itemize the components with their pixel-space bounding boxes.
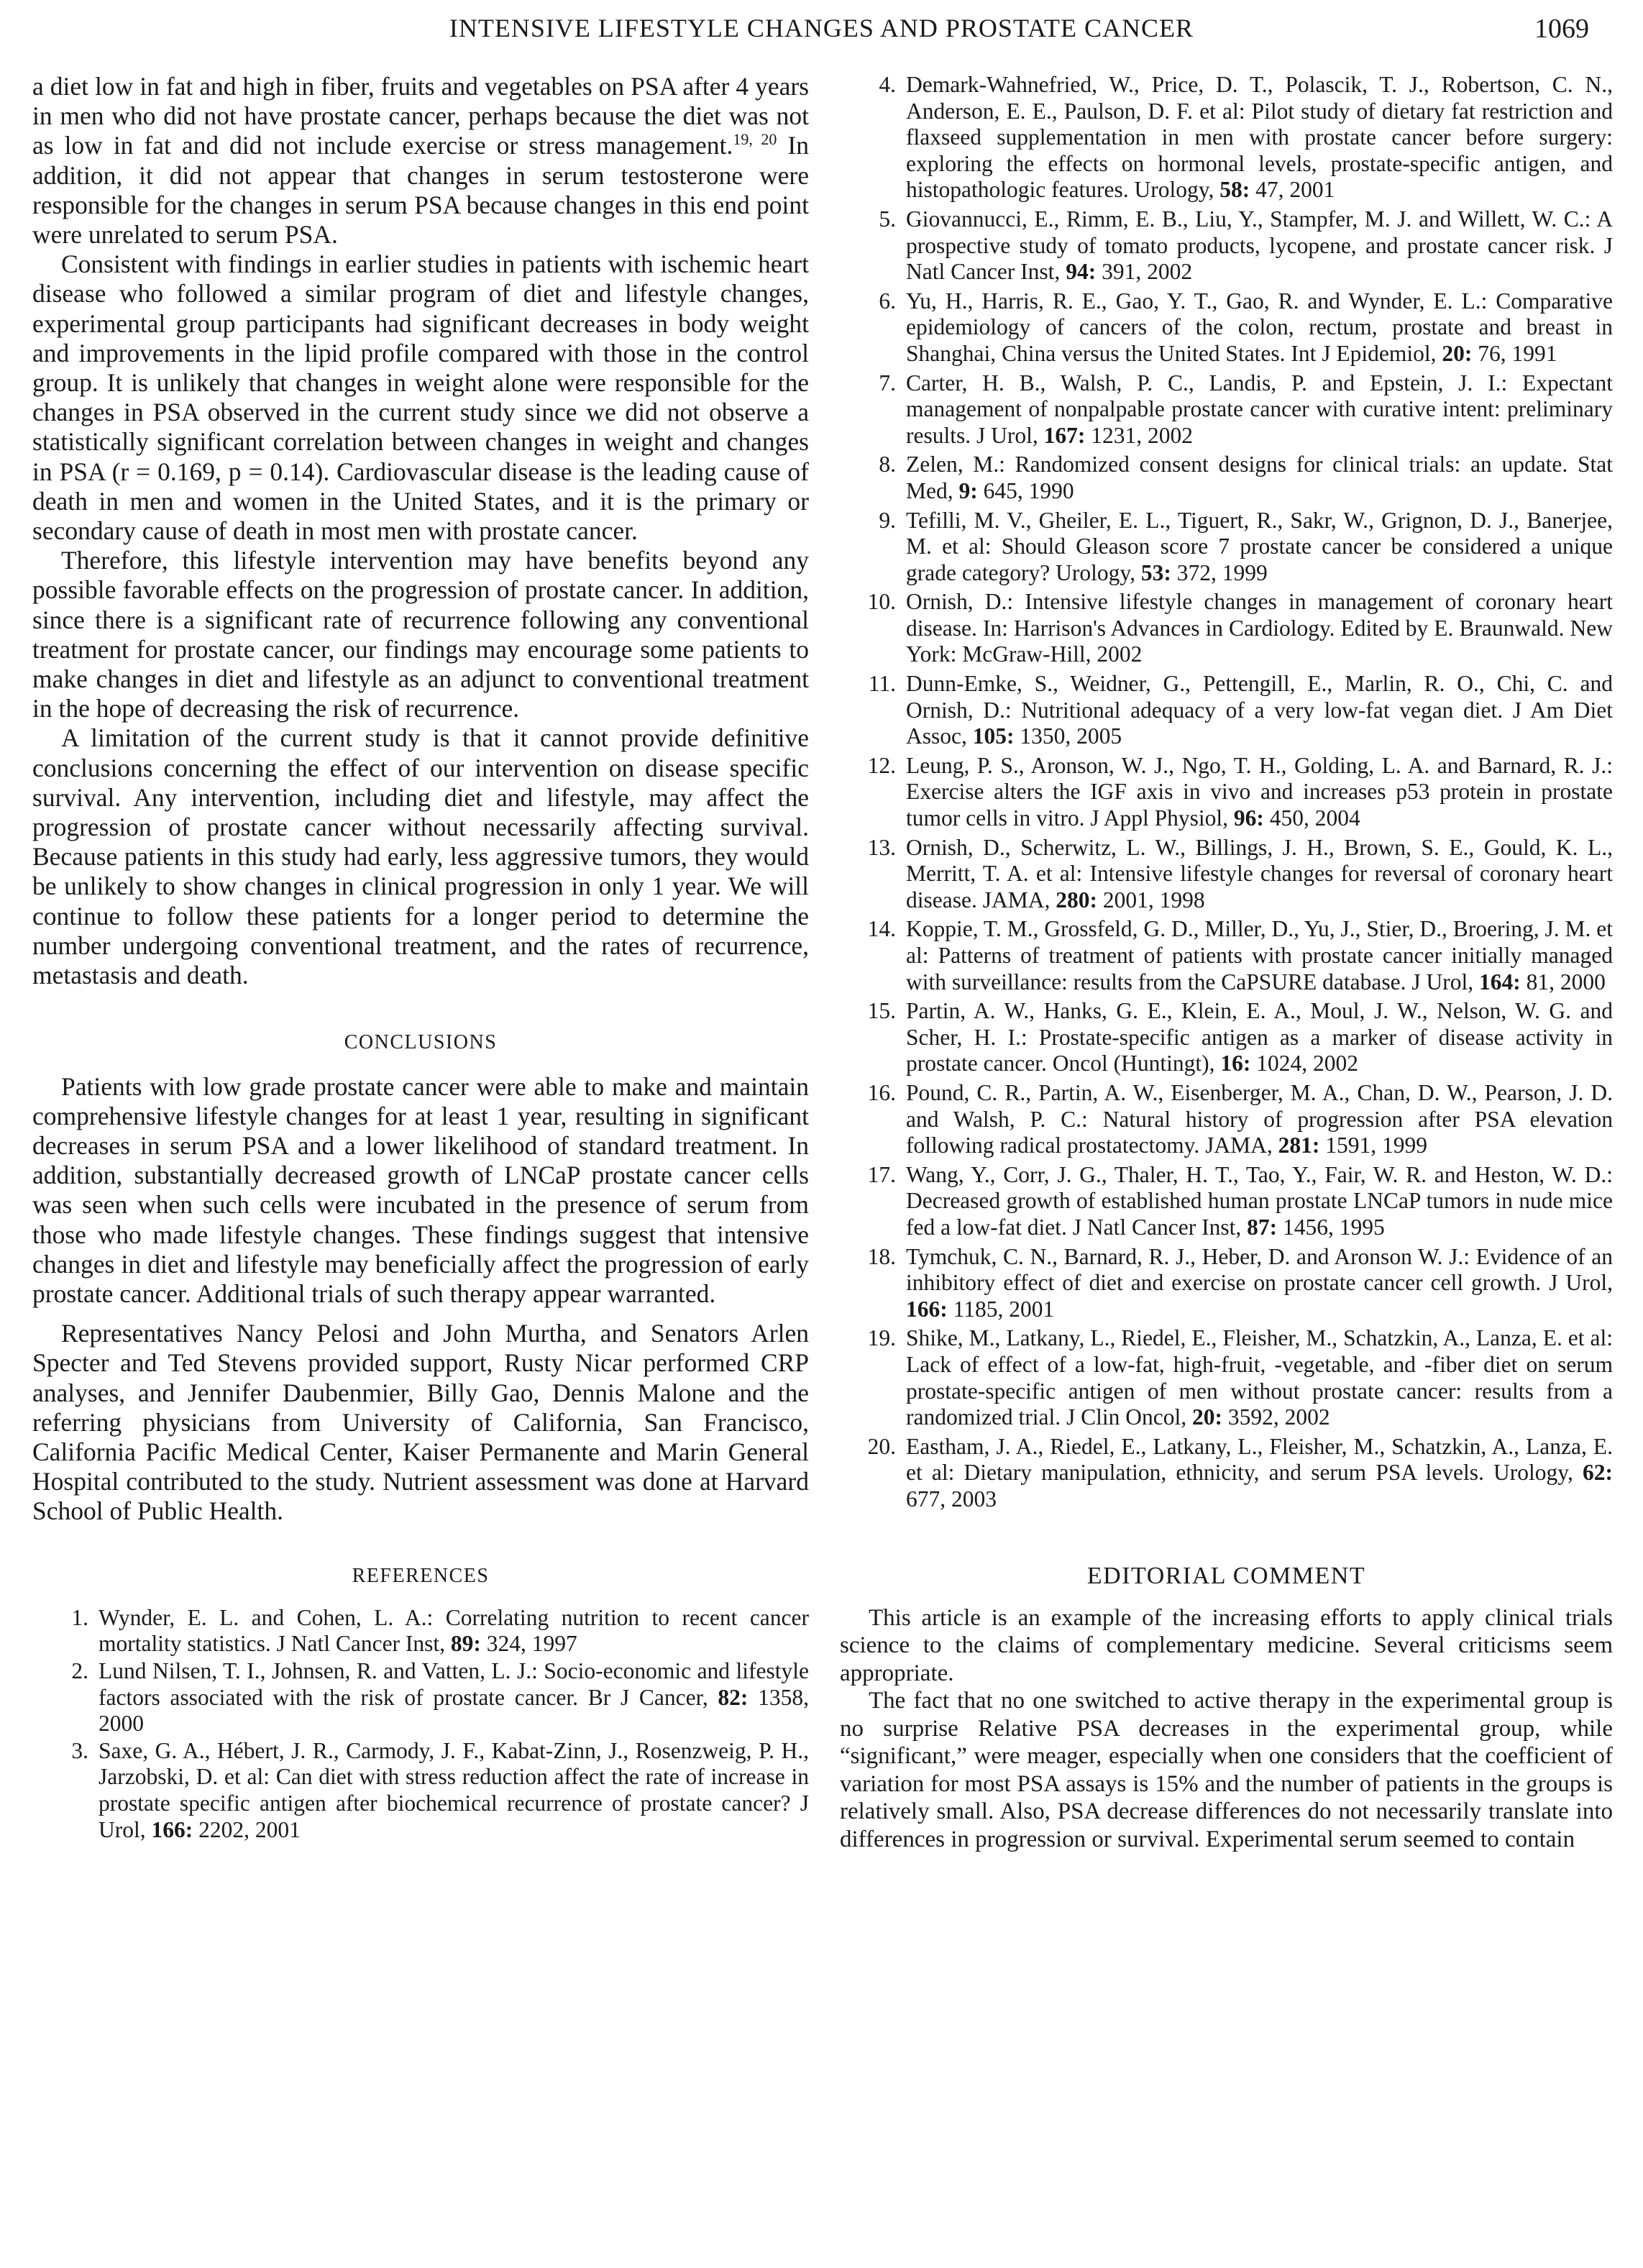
reference-item xyxy=(840,370,1613,449)
reference-volume: 53: xyxy=(1140,559,1171,585)
reference-number: 2. xyxy=(71,1657,88,1683)
page-header xyxy=(0,13,1643,56)
reference-citation: Demark-Wahnefried, W., Price, D. T., Polascik, T. J., Robertson, C. N., Anderson, E. E., Paulson, D. F. et al: Pilot study of dietary fat restriction and flaxseed supplementation in men with prostate cancer before surgery: exploring the effects on hormonal levels, prostate-specific antigen, and histopathologic features. Urology, xyxy=(906,72,1613,203)
reference-citation: Partin, A. W., Hanks, G. E., Klein, E. A., Moul, J. W., Nelson, W. G. and Scher, H. I.: Prostate-specific antigen as a marker of disease activity in prostate cancer. Oncol (Huntingt), xyxy=(906,998,1613,1076)
discussion-paragraph-2: Consistent with findings in earlier studies in patients with ischemic heart disease who followed a similar program of diet and lifestyle changes, experimental group participants had significant decreases in body weight and improvements in the lipid profile compared with those in the control group. It is unlikely that changes in weight alone were responsible for the changes in PSA observed in the current study since we did not observe a statistically significant correlation between changes in weight and changes in PSA (r = 0.169, p = 0.14). Cardiovascular disease is the leading cause of death in men and women in the United States, and it is the primary or secondary cause of death in most men with prostate cancer. xyxy=(32,250,809,546)
reference-citation: Eastham, J. A., Riedel, E., Latkany, L., Fleisher, M., Schatzkin, A., Lanza, E. et al: Dietary manipulation, ethnicity, and serum PSA levels. Urology, xyxy=(906,1433,1613,1486)
reference-item xyxy=(32,1605,809,1657)
reference-item xyxy=(32,1658,809,1737)
reference-number: 4. xyxy=(879,72,896,97)
reference-pages-year: 47, 2001 xyxy=(1250,177,1335,203)
references-list-left xyxy=(32,1605,809,1843)
reference-pages-year: 645, 1990 xyxy=(977,477,1074,503)
reference-volume: 82: xyxy=(718,1684,749,1710)
reference-pages-year: 324, 1997 xyxy=(480,1631,577,1657)
reference-text xyxy=(906,1325,1613,1430)
reference-item xyxy=(840,998,1613,1077)
reference-volume: 89: xyxy=(450,1631,481,1657)
reference-citation: Ornish, D., Scherwitz, L. W., Billings, J. H., Brown, S. E., Gould, K. L., Merritt, T. A. et al: Intensive lifestyle changes for reversal of coronary heart disease. JAMA, xyxy=(906,834,1613,913)
reference-number: 6. xyxy=(879,288,896,314)
editorial-comment-body xyxy=(840,1604,1613,1854)
reference-volume: 166: xyxy=(151,1816,193,1842)
reference-pages-year: 76, 1991 xyxy=(1472,340,1557,366)
references-list-right xyxy=(840,72,1613,1512)
reference-citation: Yu, H., Harris, R. E., Gao, Y. T., Gao, R. and Wynder, E. L.: Comparative epidemiology of cancers of the colon, rectum, prostate and breast in Shanghai, China versus the United States. Int J Epidemiol, xyxy=(906,288,1613,366)
reference-volume: 94: xyxy=(1066,259,1097,285)
reference-text xyxy=(99,1738,809,1842)
reference-number: 12. xyxy=(867,752,896,778)
reference-pages-year: 1456, 1995 xyxy=(1277,1214,1385,1240)
reference-text xyxy=(906,1162,1613,1240)
reference-item xyxy=(840,72,1613,204)
reference-text xyxy=(906,998,1613,1076)
reference-citation: Carter, H. B., Walsh, P. C., Landis, P. and Epstein, J. I.: Expectant management of nonpalpable prostate cancer with curative intent: preliminary results. J Urol, xyxy=(906,370,1613,448)
reference-pages-year: 1358, 2000 xyxy=(99,1684,809,1737)
reference-citation: Shike, M., Latkany, L., Riedel, E., Fleisher, M., Schatzkin, A., Lanza, E. et al: Lack of effect of a low-fat, high-fruit, -vegetable, and -fiber diet on serum prostate-specific antigen of men without prostate cancer: results from a randomized trial. J Clin Oncol, xyxy=(906,1325,1613,1430)
reference-volume: 164: xyxy=(1478,969,1521,994)
reference-item xyxy=(840,1080,1613,1159)
reference-citation: Lund Nilsen, T. I., Johnsen, R. and Vatten, L. J.: Socio-economic and lifestyle factors associated with the risk of prostate cancer. Br J Cancer, xyxy=(99,1657,809,1710)
reference-pages-year: 2202, 2001 xyxy=(193,1816,301,1842)
reference-pages-year: 2001, 1998 xyxy=(1097,887,1205,913)
reference-volume: 87: xyxy=(1247,1214,1278,1240)
reference-citation: Dunn-Emke, S., Weidner, G., Pettengill, E., Marlin, R. O., Chi, C. and Ornish, D.: Nutritional adequacy of a very low-fat vegan diet. J Am Diet Assoc, xyxy=(906,671,1613,749)
reference-citation: Wynder, E. L. and Cohen, L. A.: Correlating nutrition to recent cancer mortality statistics. J Natl Cancer Inst, xyxy=(99,1604,809,1657)
reference-text xyxy=(906,370,1613,448)
reference-citation: Leung, P. S., Aronson, W. J., Ngo, T. H., Golding, L. A. and Barnard, R. J.: Exercise alters the IGF axis in vivo and increases p53 protein in prostate tumor cells in vitro. J Appl Physiol, xyxy=(906,752,1613,831)
discussion-paragraph-1-text-a: a diet low in fat and high in fiber, fruits and vegetables on PSA after 4 years in men who did not have prostate cancer, perhaps because the diet was not as low in fat and did not include exercise or stress management. xyxy=(32,72,809,160)
reference-pages-year: 1591, 1999 xyxy=(1319,1133,1427,1158)
discussion-paragraph-1-text-b: In addition, it did not appear that changes in serum testosterone were responsible for the changes in serum PSA because changes in this end point were unrelated to serum PSA. xyxy=(32,131,810,250)
page-number: 1069 xyxy=(1534,14,1589,44)
reference-pages-year: 81, 2000 xyxy=(1520,969,1606,994)
reference-text xyxy=(906,671,1613,749)
reference-citation: Zelen, M.: Randomized consent designs for clinical trials: an update. Stat Med, xyxy=(906,452,1613,503)
reference-number: 13. xyxy=(867,834,896,860)
discussion-paragraph-4: A limitation of the current study is that it cannot provide definitive conclusions concerning the effect of our intervention on disease specific survival. Any intervention, including diet and lifestyle, may affect the progression of prostate cancer without necessarily affecting survival. Because patients in this study had early, less aggressive tumors, they would be unlikely to show changes in clinical progression in only 1 year. We will continue to follow these patients for a longer period to determine the number undergoing conventional treatment, and the rates of recurrence, metastasis and death. xyxy=(32,723,809,990)
discussion-paragraph-1 xyxy=(32,72,809,250)
reference-item xyxy=(840,1162,1613,1241)
reference-citation: Tefilli, M. V., Gheiler, E. L., Tiguert, R., Sakr, W., Grignon, D. J., Banerjee, M. et al: Should Gleason score 7 prostate cancer be considered a unique grade category? Urology, xyxy=(906,507,1613,585)
reference-volume: 281: xyxy=(1278,1133,1320,1158)
reference-item xyxy=(840,671,1613,750)
reference-number: 16. xyxy=(867,1079,896,1105)
reference-citation: Ornish, D.: Intensive lifestyle changes in management of coronary heart disease. In: Harrison's Advances in Cardiology. Edited by E. Braunwald. New York: McGraw-Hill, 2002 xyxy=(906,589,1613,667)
reference-item xyxy=(840,835,1613,914)
references-heading: REFERENCES xyxy=(352,1564,490,1587)
editorial-paragraph-1: This article is an example of the increasing efforts to apply clinical trials science to the claims of complementary medicine. Several criticisms seem appropriate. xyxy=(840,1604,1613,1686)
reference-text xyxy=(906,206,1613,284)
reference-number: 15. xyxy=(867,998,896,1024)
conclusions-heading: CONCLUSIONS xyxy=(344,1031,498,1054)
running-title: INTENSIVE LIFESTYLE CHANGES AND PROSTATE CANCER xyxy=(449,14,1194,42)
reference-text xyxy=(906,1434,1613,1512)
reference-text xyxy=(99,1605,809,1657)
reference-citation: Wang, Y., Corr, J. G., Thaler, H. T., Tao, Y., Fair, W. R. and Heston, W. D.: Decreased growth of established human prostate LNCaP tumors in nude mice fed a low-fat diet. J Natl Cancer Inst, xyxy=(906,1161,1613,1240)
reference-pages-year: 391, 2002 xyxy=(1096,259,1193,285)
acknowledgements-paragraph: Representatives Nancy Pelosi and John Murtha, and Senators Arlen Specter and Ted Stevens provided support, Rusty Nicar performed CRP analyses, and Jennifer Daubenmier, Billy Gao, Dennis Malone and the referring physicians from University of California, San Francisco, California Pacific Medical Center, Kaiser Permanente and Marin General Hospital contributed to the study. Nutrient assessment was done at Harvard School of Public Health. xyxy=(32,1319,809,1526)
reference-text xyxy=(906,753,1613,831)
reference-citation: Saxe, G. A., Hébert, J. R., Carmody, J. F., Kabat-Zinn, J., Rosenzweig, P. H., Jarzobski, D. et al: Can diet with stress reduction affect the rate of increase in prostate specific antigen after biochemical recurrence of prostate cancer? J Urol, xyxy=(99,1737,809,1842)
left-column xyxy=(32,72,809,1844)
reference-number: 5. xyxy=(879,206,896,232)
reference-number: 19. xyxy=(867,1325,896,1351)
reference-citation: Pound, C. R., Partin, A. W., Eisenberger, M. A., Chan, D. W., Pearson, J. D. and Walsh, P. C.: Natural history of progression after PSA elevation following radical prostatectomy. JAMA, xyxy=(906,1079,1613,1158)
reference-item xyxy=(840,288,1613,367)
reference-text xyxy=(906,1244,1613,1322)
reference-number: 20. xyxy=(867,1433,896,1459)
reference-volume: 16: xyxy=(1220,1051,1251,1076)
reference-number: 17. xyxy=(867,1161,896,1187)
reference-item xyxy=(840,1434,1613,1513)
reference-text xyxy=(906,1080,1613,1158)
reference-volume: 20: xyxy=(1442,340,1473,366)
reference-text xyxy=(906,288,1613,366)
reference-text xyxy=(906,916,1613,994)
reference-text xyxy=(906,452,1613,503)
reference-number: 1. xyxy=(71,1604,88,1630)
reference-pages-year: 1231, 2002 xyxy=(1085,422,1193,448)
reference-citation: Giovannucci, E., Rimm, E. B., Liu, Y., Stampfer, M. J. and Willett, W. C.: A prospective study of tomato products, lycopene, and prostate cancer risk. J Natl Cancer Inst, xyxy=(906,206,1613,285)
reference-text xyxy=(906,835,1613,913)
reference-item xyxy=(840,1244,1613,1323)
reference-item xyxy=(32,1738,809,1843)
reference-item xyxy=(840,1325,1613,1430)
reference-volume: 62: xyxy=(1583,1460,1613,1486)
reference-citation: Tymchuk, C. N., Barnard, R. J., Heber, D. and Aronson W. J.: Evidence of an inhibitory effect of diet and exercise on prostate cancer cell growth. J Urol, xyxy=(906,1243,1613,1296)
editorial-comment-heading: EDITORIAL COMMENT xyxy=(1086,1563,1366,1590)
reference-text xyxy=(906,72,1613,202)
reference-text xyxy=(906,589,1613,667)
reference-number: 11. xyxy=(868,671,896,697)
reference-volume: 96: xyxy=(1233,805,1264,831)
reference-item xyxy=(840,589,1613,668)
reference-number: 7. xyxy=(879,370,896,395)
reference-text xyxy=(99,1658,809,1736)
reference-volume: 167: xyxy=(1043,422,1086,448)
reference-number: 10. xyxy=(867,589,896,615)
reference-pages-year: 450, 2004 xyxy=(1263,805,1360,831)
reference-pages-year: 1024, 2002 xyxy=(1250,1051,1358,1076)
citation-superscript: 19, 20 xyxy=(733,130,777,149)
reference-volume: 9: xyxy=(958,477,978,503)
reference-item xyxy=(840,206,1613,285)
reference-number: 18. xyxy=(867,1243,896,1269)
reference-number: 8. xyxy=(879,452,896,477)
discussion-paragraph-3: Therefore, this lifestyle intervention may have benefits beyond any possible favorable effects on the progression of prostate cancer. In addition, since there is a significant rate of recurrence following any conventional treatment for prostate cancer, our findings may encourage some patients to make changes in diet and lifestyle as an adjunct to conventional treatment in the hope of decreasing the risk of recurrence. xyxy=(32,546,809,723)
reference-item xyxy=(840,916,1613,995)
conclusions-paragraph-1: Patients with low grade prostate cancer were able to make and maintain comprehensive lifestyle changes for at least 1 year, resulting in significant decreases in serum PSA and a lower likelihood of standard treatment. In addition, substantially decreased growth of LNCaP prostate cancer cells was seen when such cells were incubated in the presence of serum from those who made lifestyle changes. These findings suggest that intensive changes in diet and lifestyle may beneficially affect the progression of early prostate cancer. Additional trials of such therapy appear warranted. xyxy=(32,1071,809,1308)
reference-pages-year: 1185, 2001 xyxy=(947,1296,1055,1322)
reference-number: 3. xyxy=(71,1737,88,1763)
reference-pages-year: 677, 2003 xyxy=(906,1486,997,1512)
reference-citation: Koppie, T. M., Grossfeld, G. D., Miller, D., Yu, J., Stier, D., Broering, J. M. et al: Patterns of treatment of patients with prostate cancer initially managed with surveillance: results from the CaPSURE database. J Urol, xyxy=(906,916,1613,994)
reference-number: 14. xyxy=(867,916,896,942)
editorial-paragraph-2: The fact that no one switched to active therapy in the experimental group is no surprise Relative PSA decreases in the experimental group, while “significant,” were meager, especially when one considers that the coefficient of variation for most PSA assays is 15% and the number of patients in the groups is relatively small. Also, PSA decrease differences do not necessarily translate into differences in progression or survival. Experimental serum seemed to contain xyxy=(840,1688,1613,1852)
reference-item xyxy=(840,508,1613,587)
reference-volume: 166: xyxy=(906,1296,948,1322)
reference-item xyxy=(840,452,1613,504)
reference-volume: 58: xyxy=(1219,177,1250,203)
reference-pages-year: 3592, 2002 xyxy=(1222,1404,1330,1430)
right-column xyxy=(840,72,1613,1853)
reference-volume: 105: xyxy=(972,723,1015,749)
reference-text xyxy=(906,508,1613,585)
reference-pages-year: 372, 1999 xyxy=(1171,559,1268,585)
reference-volume: 20: xyxy=(1192,1404,1223,1430)
reference-item xyxy=(840,753,1613,832)
reference-pages-year: 1350, 2005 xyxy=(1014,723,1122,749)
reference-volume: 280: xyxy=(1056,887,1097,913)
reference-number: 9. xyxy=(879,507,896,533)
